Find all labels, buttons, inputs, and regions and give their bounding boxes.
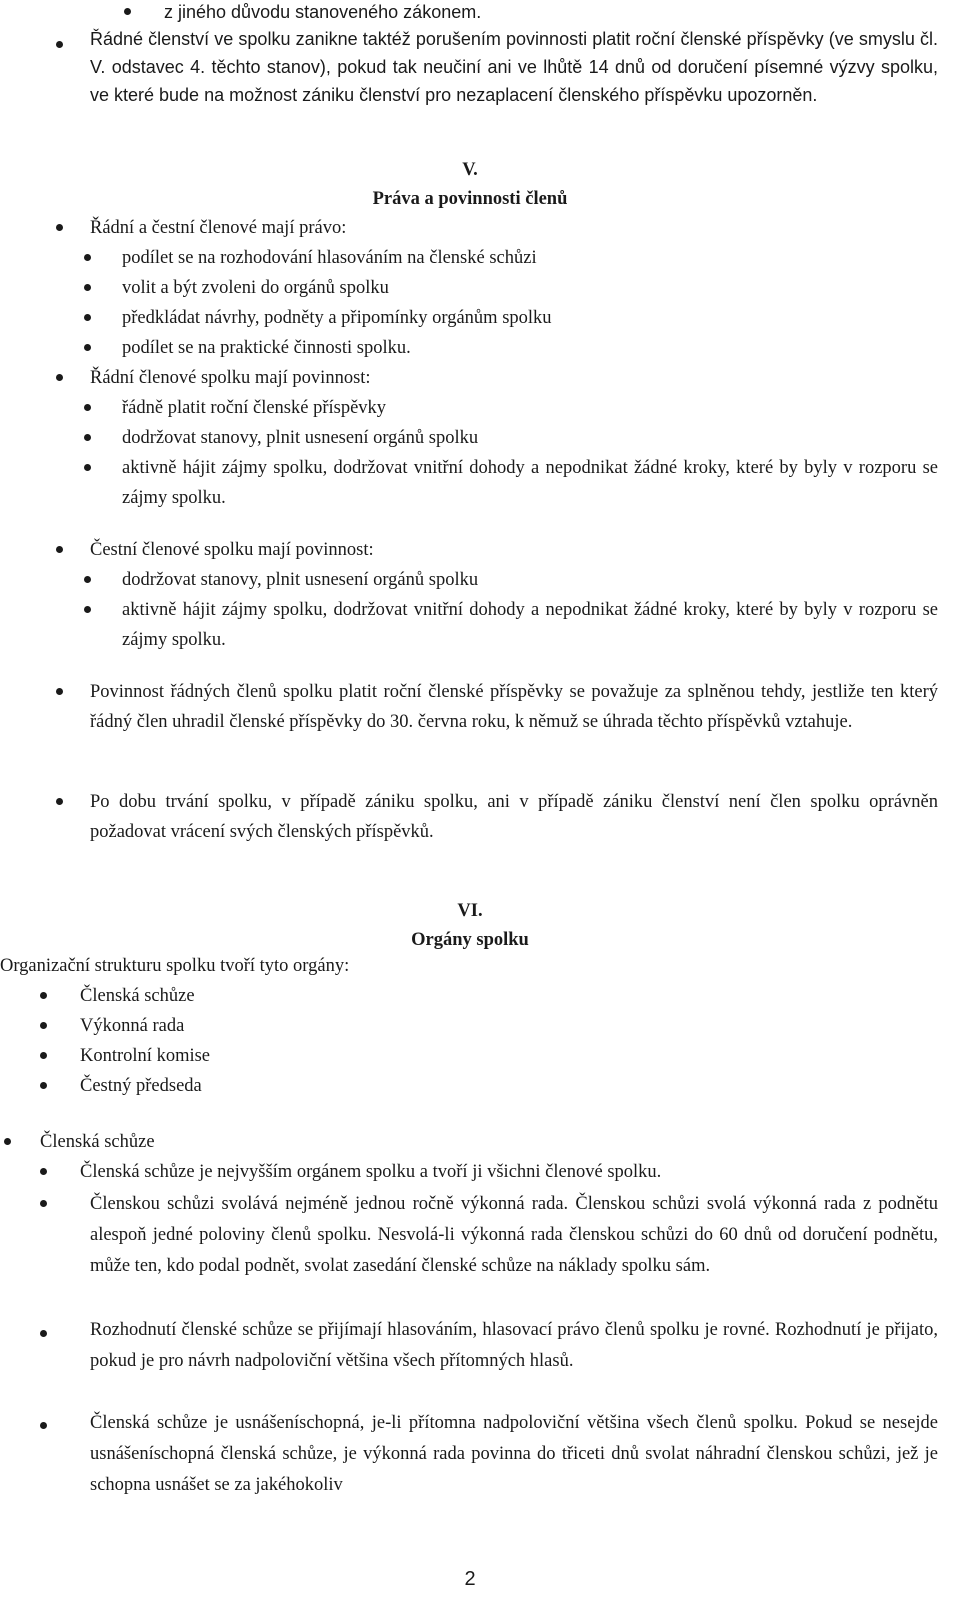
section-number: V.: [462, 160, 478, 180]
bullet-icon: [84, 404, 91, 411]
list-item: Členskou schůzi svolává nejméně jednou ročně výkonná rada. Členskou schůzi svolá výkonná rada z podnětu alespoň jedné poloviny členů spolku. Nesvolá-li výkonná rada členskou schůzi do 60 dnů od doručení podnětu, může ten, kdo podal podnět, svolat zasedání členské schůze na náklady spolku sám.: [90, 1194, 938, 1276]
list-item: předkládat návrhy, podněty a připomínky orgánům spolku: [122, 308, 552, 328]
list-item: Rozhodnutí členské schůze se přijímají hlasováním, hlasovací právo členů spolku je rovné. Rozhodnutí je přijato, pokud je pro návrh nadpoloviční většina všech přítomných hlasů.: [90, 1320, 938, 1371]
list-item: volit a být zvoleni do orgánů spolku: [122, 278, 389, 298]
list-item: dodržovat stanovy, plnit usnesení orgánů spolku: [122, 570, 479, 590]
list-item: Členská schůze je usnášeníschopná, je-li přítomna nadpoloviční většina všech členů spolku. Pokud se nesejde usnášeníschopná členská schůze, je výkonná rada povinna do třiceti dnů svolat náhradní členskou schůzi, jež je schopna usnášet se za jakéhokoliv: [90, 1413, 938, 1495]
bullet-icon: [56, 798, 63, 805]
bullet-icon: [40, 1168, 47, 1175]
list-item: Čestný předseda: [80, 1076, 202, 1096]
paragraph: Organizační strukturu spolku tvoří tyto orgány:: [0, 956, 350, 976]
bullet-icon: [56, 374, 63, 381]
bullet-icon: [40, 1330, 47, 1337]
bullet-icon: [56, 41, 63, 48]
paragraph: Povinnost řádných členů spolku platit roční členské příspěvky se považuje za splněnou tehdy, jestliže ten který řádný člen uhradil členské příspěvky do 30. června roku, k němuž se úhrada těchto příspěvků vztahuje.: [90, 682, 938, 732]
section-title: Práva a povinnosti členů: [372, 189, 568, 209]
paragraph: Po dobu trvání spolku, v případě zániku spolku, ani v případě zániku členství není člen spolku oprávněn požadovat vrácení svých členských příspěvků.: [90, 792, 938, 842]
bullet-icon: [40, 1022, 47, 1029]
section-number: VI.: [457, 901, 483, 921]
bullet-icon: [56, 688, 63, 695]
list-heading: Řádní a čestní členové mají právo:: [90, 218, 347, 238]
bullet-icon: [84, 344, 91, 351]
list-heading: Členská schůze: [40, 1132, 155, 1152]
list-item: podílet se na praktické činnosti spolku.: [122, 338, 411, 358]
list-item: řádně platit roční členské příspěvky: [122, 398, 387, 418]
bullet-icon: [84, 254, 91, 261]
list-heading: Řádní členové spolku mají povinnost:: [90, 368, 371, 388]
list-item: Kontrolní komise: [80, 1046, 211, 1066]
bullet-icon: [40, 1422, 47, 1429]
bullet-icon: [56, 546, 63, 553]
list-item: Členská schůze je nejvyšším orgánem spolku a tvoří ji všichni členové spolku.: [80, 1162, 662, 1182]
bullet-icon: [84, 434, 91, 441]
list-item: dodržovat stanovy, plnit usnesení orgánů spolku: [122, 428, 479, 448]
bullet-icon: [84, 606, 91, 613]
list-item: z jiného důvodu stanoveného zákonem.: [164, 2, 482, 22]
page-number: 2: [464, 1568, 476, 1590]
bullet-icon: [40, 992, 47, 999]
list-item: aktivně hájit zájmy spolku, dodržovat vnitřní dohody a nepodnikat žádné kroky, které by byly v rozporu se zájmy spolku.: [122, 600, 938, 650]
bullet-icon: [84, 314, 91, 321]
list-item: Členská schůze: [80, 986, 195, 1006]
bullet-icon: [40, 1052, 47, 1059]
bullet-icon: [84, 284, 91, 291]
bullet-icon: [84, 576, 91, 583]
section-title: Orgány spolku: [411, 930, 529, 950]
bullet-icon: [124, 8, 131, 15]
bullet-icon: [84, 464, 91, 471]
list-item: aktivně hájit zájmy spolku, dodržovat vnitřní dohody a nepodnikat žádné kroky, které by byly v rozporu se zájmy spolku.: [122, 458, 938, 508]
list-item: Řádné členství ve spolku zanikne taktéž porušením povinnosti platit roční členské příspěvky (ve smyslu čl. V. odstavec 4. těchto stanov), pokud tak neučiní ani ve lhůtě 14 dnů od doručení písemné výzvy spolku, ve které bude na možnost zániku členství pro nezaplacení členského příspěvku upozorněn.: [90, 29, 938, 105]
list-heading: Čestní členové spolku mají povinnost:: [90, 540, 374, 560]
bullet-icon: [4, 1138, 11, 1145]
list-item: Výkonná rada: [80, 1016, 185, 1036]
bullet-icon: [40, 1200, 47, 1207]
bullet-icon: [56, 224, 63, 231]
bullet-icon: [40, 1082, 47, 1089]
list-item: podílet se na rozhodování hlasováním na členské schůzi: [122, 248, 537, 268]
